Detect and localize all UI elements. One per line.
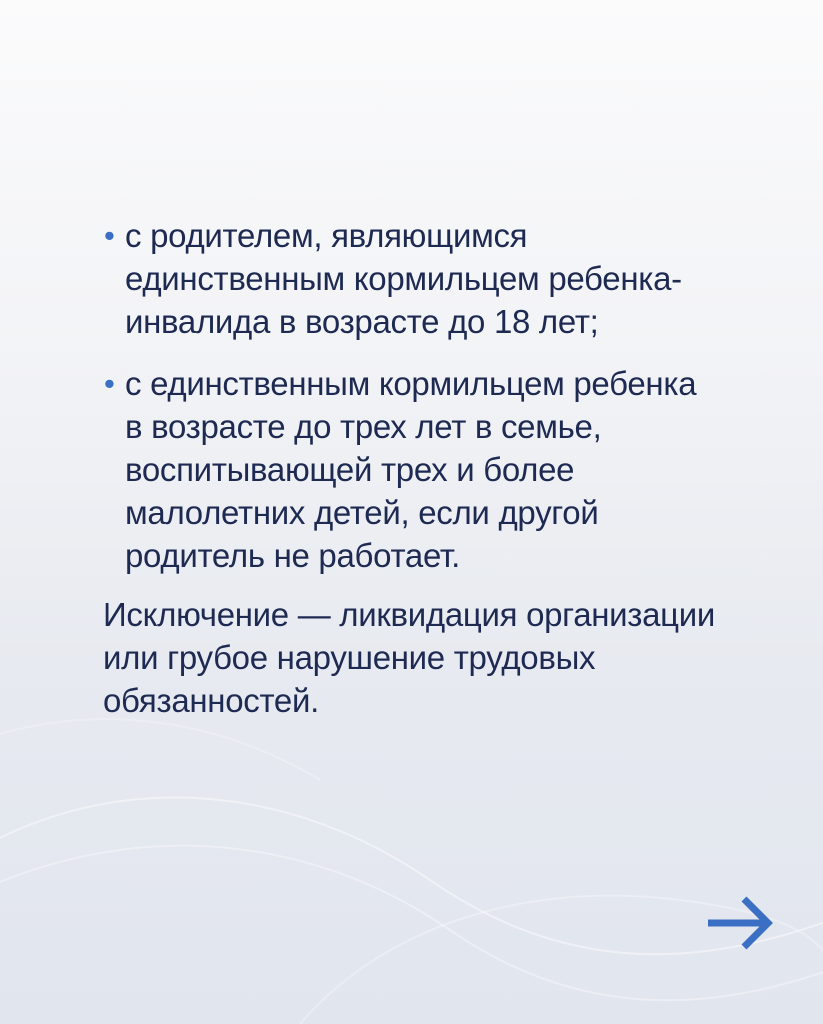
bullet-text [125,214,784,343]
text-line: Исключение — ликвидация организации [103,596,716,633]
text-line: обязанностей. [103,682,319,719]
text-line: единственным кормильцем ребенка- [125,260,682,297]
arrow-right-icon[interactable] [704,893,776,953]
text-line: воспитывающей трех и более [125,451,575,488]
bullet-text [125,362,784,577]
text-line: с родителем, являющимся [125,217,528,254]
text-line: с единственным кормильцем ребенка [125,365,697,402]
exception-paragraph [103,593,803,722]
bullet-item-sole-breadwinner [104,362,784,577]
bullet-marker: • [104,366,115,401]
bullet-marker: • [104,218,115,253]
text-line: родитель не работает. [125,537,460,574]
text-line: в возрасте до трех лет в семье, [125,408,602,445]
bullet-item-parent-breadwinner [104,214,784,343]
text-line: малолетних детей, если другой [125,494,599,531]
text-line: инвалида в возрасте до 18 лет; [125,303,599,340]
text-line: или грубое нарушение трудовых [103,639,596,676]
